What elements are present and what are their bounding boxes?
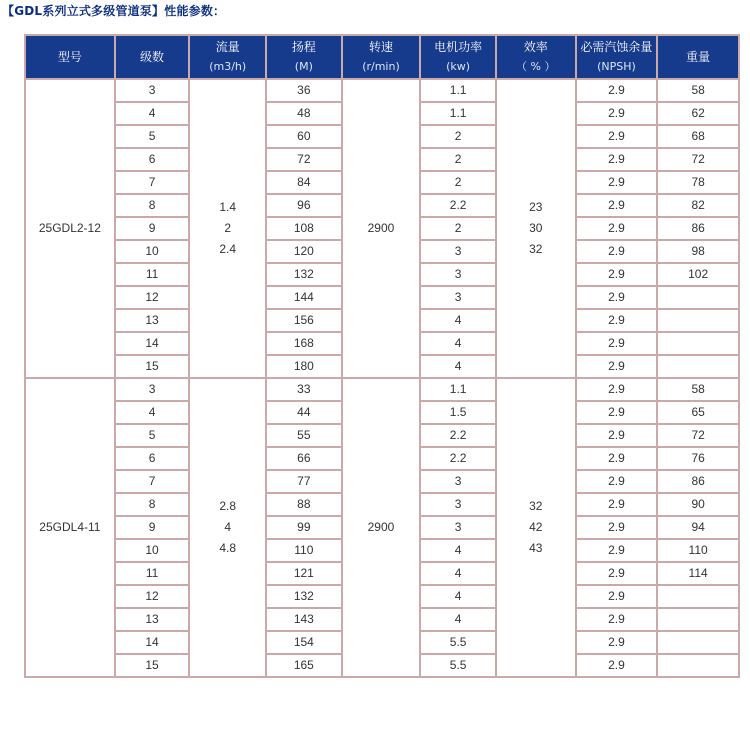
power-cell: 3	[421, 517, 495, 538]
power-cell: 4	[421, 356, 495, 377]
header-label: 扬程	[291, 40, 316, 54]
power-cell: 4	[421, 563, 495, 584]
weight-cell: 72	[658, 149, 738, 170]
head-cell: 99	[267, 517, 341, 538]
header-label: 流量	[215, 40, 240, 54]
head-cell: 132	[267, 264, 341, 285]
stage-cell: 10	[116, 241, 189, 262]
stage-cell: 14	[116, 333, 189, 354]
stage-cell: 6	[116, 448, 189, 469]
header-unit: (kw)	[446, 60, 471, 73]
npsh-cell: 2.9	[577, 149, 657, 170]
power-cell: 2	[421, 126, 495, 147]
header-label: 级数	[140, 50, 165, 64]
stage-cell: 15	[116, 655, 189, 676]
efficiency-value: 30	[529, 221, 543, 235]
head-cell: 48	[267, 103, 341, 124]
head-cell: 36	[267, 80, 341, 101]
power-cell: 2.2	[421, 195, 495, 216]
page-title: 【GDL系列立式多级管道泵】性能参数：	[2, 4, 226, 18]
speed-cell: 2900	[343, 80, 420, 377]
weight-cell: 68	[658, 126, 738, 147]
efficiency-value: 32	[529, 499, 543, 513]
head-cell: 156	[267, 310, 341, 331]
stage-cell: 6	[116, 149, 189, 170]
table-body	[26, 80, 738, 676]
header-label: 转速	[368, 40, 393, 54]
model-cell: 25GDL2-12	[26, 80, 114, 377]
power-cell: 2	[421, 172, 495, 193]
weight-cell: 62	[658, 103, 738, 124]
npsh-cell: 2.9	[577, 126, 657, 147]
weight-cell: 82	[658, 195, 738, 216]
stage-cell: 5	[116, 425, 189, 446]
weight-cell: 86	[658, 471, 738, 492]
head-cell: 110	[267, 540, 341, 561]
weight-cell: 78	[658, 172, 738, 193]
npsh-cell: 2.9	[577, 425, 657, 446]
weight-cell	[658, 356, 738, 377]
weight-cell: 58	[658, 80, 738, 101]
table-row	[26, 80, 738, 101]
power-cell: 4	[421, 586, 495, 607]
header-label: 电机功率	[434, 40, 483, 54]
header-flow	[190, 36, 265, 78]
stage-cell: 3	[116, 80, 189, 101]
efficiency-value: 23	[529, 200, 543, 214]
stage-cell: 12	[116, 586, 189, 607]
header-efficiency	[497, 36, 575, 78]
weight-cell: 65	[658, 402, 738, 423]
header-model	[26, 36, 114, 78]
table-row	[26, 379, 738, 400]
header-unit: (M)	[294, 60, 313, 73]
power-cell: 3	[421, 287, 495, 308]
power-cell: 2.2	[421, 425, 495, 446]
flow-value: 4	[224, 520, 232, 534]
weight-cell	[658, 333, 738, 354]
stage-cell: 8	[116, 494, 189, 515]
npsh-cell: 2.9	[577, 655, 657, 676]
npsh-cell: 2.9	[577, 540, 657, 561]
power-cell: 4	[421, 540, 495, 561]
head-cell: 154	[267, 632, 341, 653]
npsh-cell: 2.9	[577, 310, 657, 331]
stage-cell: 7	[116, 172, 189, 193]
head-cell: 72	[267, 149, 341, 170]
head-cell: 88	[267, 494, 341, 515]
head-cell: 108	[267, 218, 341, 239]
stage-cell: 3	[116, 379, 189, 400]
weight-cell: 94	[658, 517, 738, 538]
header-npsh	[577, 36, 657, 78]
weight-cell: 98	[658, 241, 738, 262]
npsh-cell: 2.9	[577, 517, 657, 538]
flow-value: 4.8	[219, 541, 237, 555]
weight-cell	[658, 287, 738, 308]
npsh-cell: 2.9	[577, 609, 657, 630]
head-cell: 77	[267, 471, 341, 492]
stage-cell: 11	[116, 264, 189, 285]
weight-cell: 76	[658, 448, 738, 469]
power-cell: 1.5	[421, 402, 495, 423]
power-cell: 2	[421, 218, 495, 239]
npsh-cell: 2.9	[577, 356, 657, 377]
header-unit: (m3/h)	[209, 60, 247, 73]
power-cell: 1.1	[421, 80, 495, 101]
efficiency-value: 42	[529, 520, 543, 534]
power-cell: 1.1	[421, 379, 495, 400]
npsh-cell: 2.9	[577, 632, 657, 653]
weight-cell: 102	[658, 264, 738, 285]
speed-cell: 2900	[343, 379, 420, 676]
power-cell: 3	[421, 494, 495, 515]
efficiency-value: 32	[529, 242, 543, 256]
weight-cell: 58	[658, 379, 738, 400]
efficiency-value: 43	[529, 541, 543, 555]
stage-cell: 10	[116, 540, 189, 561]
npsh-cell: 2.9	[577, 333, 657, 354]
header-stage	[116, 36, 189, 78]
flow-value: 2.8	[219, 499, 237, 513]
header-power	[421, 36, 495, 78]
stage-cell: 7	[116, 471, 189, 492]
stage-cell: 4	[116, 103, 189, 124]
header-head	[267, 36, 341, 78]
head-cell: 165	[267, 655, 341, 676]
weight-cell	[658, 655, 738, 676]
power-cell: 3	[421, 264, 495, 285]
weight-cell	[658, 310, 738, 331]
npsh-cell: 2.9	[577, 471, 657, 492]
head-cell: 120	[267, 241, 341, 262]
npsh-cell: 2.9	[577, 287, 657, 308]
stage-cell: 14	[116, 632, 189, 653]
npsh-cell: 2.9	[577, 241, 657, 262]
weight-cell	[658, 632, 738, 653]
head-cell: 121	[267, 563, 341, 584]
head-cell: 143	[267, 609, 341, 630]
header-label: 效率	[523, 40, 548, 54]
npsh-cell: 2.9	[577, 80, 657, 101]
weight-cell	[658, 586, 738, 607]
power-cell: 4	[421, 609, 495, 630]
head-cell: 66	[267, 448, 341, 469]
stage-cell: 11	[116, 563, 189, 584]
efficiency-cell	[497, 80, 575, 377]
weight-cell: 114	[658, 563, 738, 584]
head-cell: 60	[267, 126, 341, 147]
weight-cell	[658, 609, 738, 630]
head-cell: 132	[267, 586, 341, 607]
flow-cell	[190, 379, 265, 676]
header-label: 型号	[57, 50, 82, 64]
head-cell: 55	[267, 425, 341, 446]
stage-cell: 4	[116, 402, 189, 423]
npsh-cell: 2.9	[577, 402, 657, 423]
power-cell: 4	[421, 310, 495, 331]
head-cell: 168	[267, 333, 341, 354]
header-label: 必需汽蚀余量	[580, 40, 653, 54]
power-cell: 2.2	[421, 448, 495, 469]
header-weight	[658, 36, 738, 78]
npsh-cell: 2.9	[577, 103, 657, 124]
header-unit: （ % ）	[516, 60, 556, 73]
header-speed	[343, 36, 420, 78]
npsh-cell: 2.9	[577, 448, 657, 469]
flow-value: 2	[224, 221, 232, 235]
stage-cell: 13	[116, 609, 189, 630]
stage-cell: 5	[116, 126, 189, 147]
flow-cell	[190, 80, 265, 377]
stage-cell: 9	[116, 218, 189, 239]
npsh-cell: 2.9	[577, 195, 657, 216]
npsh-cell: 2.9	[577, 494, 657, 515]
table-header-row	[26, 36, 738, 78]
weight-cell: 86	[658, 218, 738, 239]
head-cell: 96	[267, 195, 341, 216]
power-cell: 2	[421, 149, 495, 170]
flow-value: 1.4	[219, 200, 237, 214]
power-cell: 5.5	[421, 655, 495, 676]
power-cell: 4	[421, 333, 495, 354]
weight-cell: 110	[658, 540, 738, 561]
head-cell: 44	[267, 402, 341, 423]
stage-cell: 8	[116, 195, 189, 216]
head-cell: 144	[267, 287, 341, 308]
weight-cell: 72	[658, 425, 738, 446]
npsh-cell: 2.9	[577, 218, 657, 239]
npsh-cell: 2.9	[577, 563, 657, 584]
head-cell: 180	[267, 356, 341, 377]
stage-cell: 12	[116, 287, 189, 308]
power-cell: 5.5	[421, 632, 495, 653]
stage-cell: 13	[116, 310, 189, 331]
model-cell: 25GDL4-11	[26, 379, 114, 676]
efficiency-cell	[497, 379, 575, 676]
performance-table	[24, 34, 740, 678]
header-unit: (NPSH)	[597, 60, 636, 73]
power-cell: 3	[421, 241, 495, 262]
weight-cell: 90	[658, 494, 738, 515]
stage-cell: 15	[116, 356, 189, 377]
npsh-cell: 2.9	[577, 172, 657, 193]
power-cell: 3	[421, 471, 495, 492]
npsh-cell: 2.9	[577, 264, 657, 285]
npsh-cell: 2.9	[577, 379, 657, 400]
flow-value: 2.4	[219, 242, 237, 256]
header-label: 重量	[686, 50, 711, 64]
header-unit: (r/min)	[362, 60, 400, 73]
power-cell: 1.1	[421, 103, 495, 124]
stage-cell: 9	[116, 517, 189, 538]
npsh-cell: 2.9	[577, 586, 657, 607]
head-cell: 33	[267, 379, 341, 400]
head-cell: 84	[267, 172, 341, 193]
